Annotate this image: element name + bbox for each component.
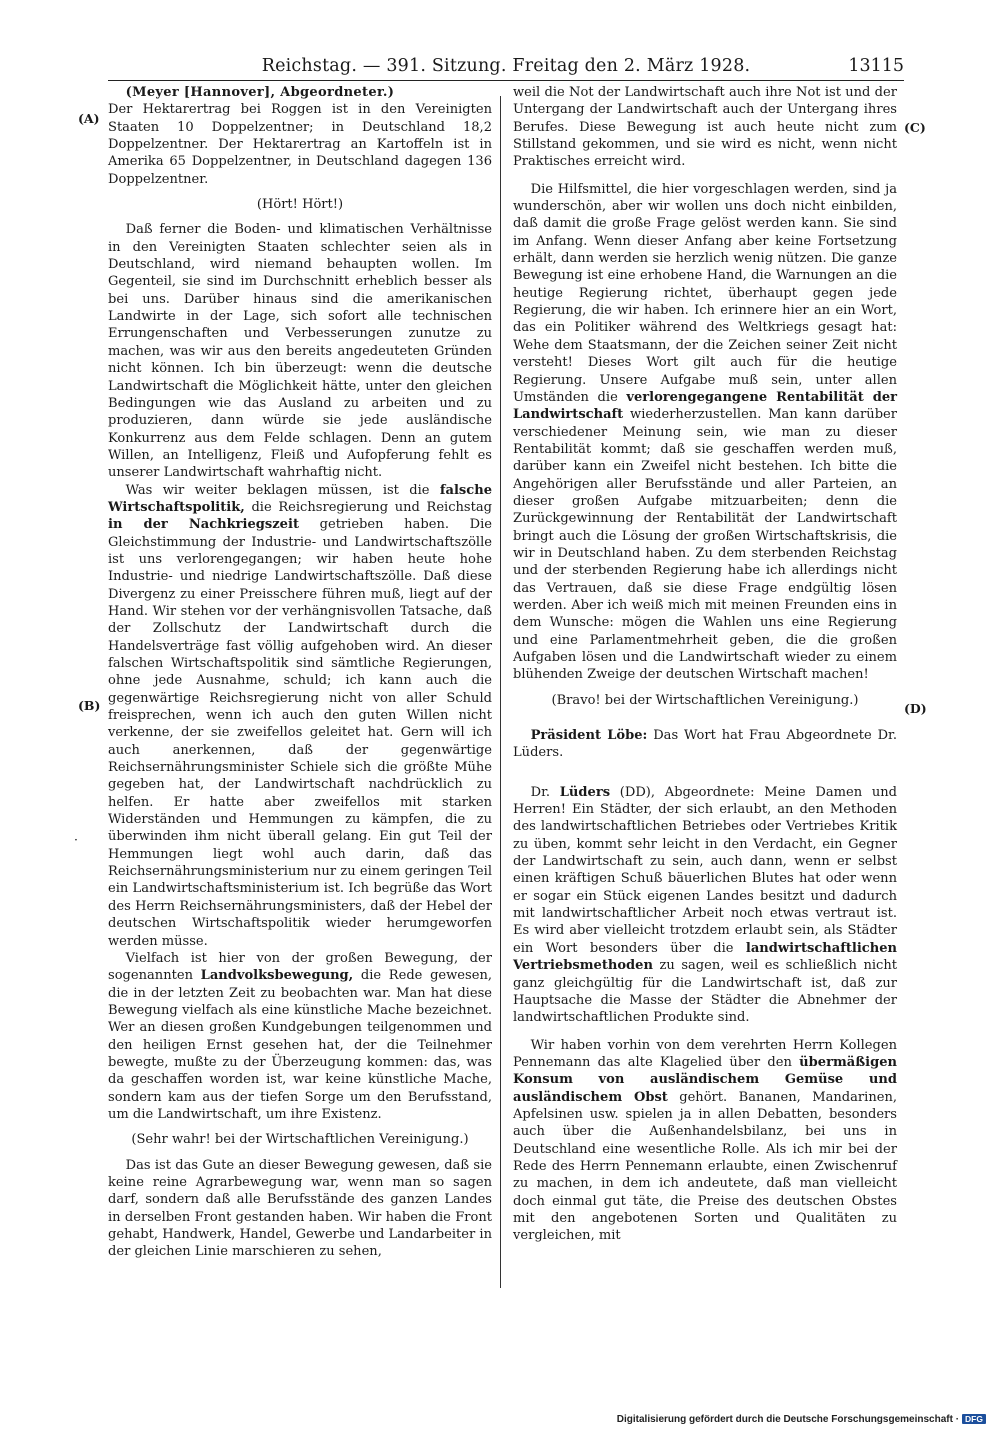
dfg-logo: DFG [962,1414,986,1424]
emphasis: Landvolksbewegung, [200,968,354,984]
running-title: Reichstag. — 391. Sitzung. Freitag den 2. März 1928. [261,56,751,76]
speaker-name: Lüders [559,784,611,800]
left-column [108,84,492,1261]
speaker-tag-meyer: (Meyer [Hannover], Abgeordneter.) [125,85,395,100]
emphasis: landwirtschaftlichen Vertriebsmethoden [513,940,897,974]
margin-marker-d: (D) [904,701,927,716]
header-rule [108,80,904,81]
margin-stray-mark: · [74,832,78,847]
interjection: (Bravo! bei der Wirtschaftlichen Vereinigung.) [551,692,859,708]
interjection: (Hört! Hört!) [256,197,344,213]
emphasis: in der Nachkriegszeit [108,517,299,533]
emphasis: verlorengegangene Rentabilität der Landwirtschaft [513,389,897,423]
paragraph: Wir haben vorhin von dem verehrten Herrn Kollegen Pennemann das alte Klagelied über den übermäßigen Konsum von ausländischem Gemüse und ausländischem Obst gehört. Bananen, Mandarinen, Apfelsinen usw. spielen ja in allen Debatten, besonders auch über die Außenhandelsbilanz, bei uns in Deutschland eine wesentliche Rolle. Als ich mir bei der Rede des Herrn Pennemann erlaubte, einen Zwischenruf zu machen, in dem ich andeutete, daß man vielleicht doch einmal gut täte, die Preise des deutschen Obstes mit den angebotenen Sorten und Qualitäten zu vergleichen, mit [513,1037,897,1244]
footer-credit: Digitalisierung gefördert durch die Deutsche Forschungsgemeinschaft · DFG [617,1414,986,1425]
column-divider [500,96,501,1288]
margin-marker-c: (C) [904,120,926,135]
page-number: 13115 [848,56,904,76]
paragraph: Das ist das Gute an dieser Bewegung gewesen, daß sie keine reine Agrarbewegung war, wenn man so sagen darf, sondern daß alle Berufsstände des ganzen Landes in derselben Front gestanden haben. Wir haben die Front gehabt, Handwerk, Handel, Gewerbe und Landarbeiter in der gleichen Linie marschieren zu sehen, [108,1157,492,1260]
president-statement: Präsident Löbe: Das Wort hat Frau Abgeordnete Dr. Lüders. [513,728,897,761]
paragraph: Was wir weiter beklagen müssen, ist die falsche Wirtschaftspolitik, die Reichsregierung und Reichstag in der Nachkriegszeit getrieben haben. Die Gleichstimmung der Industrie- und Landwirtschaftszölle ist uns verlorengegangen; wir haben heute hohe Industrie- und niedrige Landwirtschaftszölle. Daß diese Divergenz zu einer Preisschere führen muß, liegt auf der Hand. Wir stehen vor der verhängnisvollen Tatsache, daß der Zollschutz der Landwirtschaft durch die Handelsverträge fast völlig aufgehoben wird. An dieser falschen Wirtschaftspolitik sind sämtliche Regierungen, ohne jede Ausnahme, schuld; ich kann auch die gegenwärtige Reichsregierung nicht von aller Schuld freisprechen, wenn ich auch den guten Willen nicht verkenne, der sie zweifellos geleitet hat. Gern will ich auch anerkennen, daß der gegenwärtige Reichsernährungsminister Schiele sich die größte Mühe gegeben hat, der Landwirtschaft nachdrücklich zu helfen. Er hatte aber zweifellos mit starken Widerständen und Hemmungen zu kämpfen, die zu überwinden ihm nicht überall gelang. Ein gut Teil der Hemmungen liegt wohl auch darin, daß das Reichsernährungsministerium nur zu einem geringen Teil ein Landwirtschaftsministerium ist. Ich begrüße das Wort des Herrn Reichsernährungsministers, daß der Hebel der deutschen Wirtschaftspolitik wieder herumgeworfen werden müsse. [108,482,492,949]
interjection: (Sehr wahr! bei der Wirtschaftlichen Vereinigung.) [131,1132,469,1148]
emphasis: übermäßigen Konsum von ausländischem Gemüse und ausländischem Obst [513,1054,897,1105]
margin-marker-b: (B) [78,698,101,713]
paragraph: Der Hektarertrag bei Roggen ist in den Vereinigten Staaten 10 Doppelzentner; in Deutschland 18,2 Doppelzentner. Der Hektarertrag an Kartoffeln ist in Amerika 65 Doppelzentner, in Deutschland dagegen 136 Doppelzentner. [108,102,492,187]
emphasis: falsche Wirtschaftspolitik, [108,482,492,515]
right-column [513,84,897,1245]
president-name: Präsident Löbe: [530,728,648,744]
paragraph: Vielfach ist hier von der großen Bewegung, der sogenannten Landvolksbewegung, die Rede gewesen, die in der letzten Zeit zu beobachten war. Man hat diese Bewegung vielfach als eine künstliche Mache bezeichnet. Wer an diesen großen Kundgebungen teilgenommen und den heiligen Ernst gesehen hat, der die Teilnehmer bewegte, mußte zu der Überzeugung kommen: das, was da geschaffen worden ist, war keine künstliche Mache, sondern kam aus der tiefen Sorge um den Berufsstand, um die Landwirtschaft, um ihre Existenz. [108,950,492,1122]
paragraph: Die Hilfsmittel, die hier vorgeschlagen werden, sind ja wunderschön, aber wir wollen uns doch nicht einbilden, daß damit die große Frage gelöst werden kann. Sie sind im Anfang. Wenn dieser Anfang aber keine Fortsetzung erhält, dann werden sie herzlich wenig nützen. Die ganze Bewegung ist eine erhobene Hand, die Warnungen an die heutige Regierung richtet, überhaupt gegen jede Regierung, die wir haben. Ich erinnere hier an ein Wort, das ein Politiker während des Weltkriegs gesagt hat: Wehe dem Staatsmann, der die Zeichen seiner Zeit nicht versteht! Dieses Wort gilt auch für die heutige Regierung. Unsere Aufgabe muß sein, unter allen Umständen die verlorengegangene Rentabilität der Landwirtschaft wiederherzustellen. Man kann darüber verschiedener Meinung sein, wie man zu dieser Rentabilität kommt; daß sie geschaffen werden muß, darüber kann ein Zweifel nicht bestehen. Ich bitte die Angehörigen aller Berufsstände und aller Parteien, an dieser großen Aufgabe mitzuarbeiten; denn die Zurückgewinnung der Rentabilität der Landwirtschaft bringt auch die Lösung der großen Wirtschaftskrisis, die wir in Deutschland haben. Zu dem sterbenden Reichstag und der sterbenden Regierung habe ich allerdings nicht das Vertrauen, daß sie diese Frage endgültig lösen werden. Aber ich weiß mich mit meinen Freunden eins in dem Wunsche: mögen die Wahlen uns eine Regierung und eine Parlamentmehrheit geben, die die großen Aufgaben lösen und die Landwirtschaft wieder zu einem blühenden Zweige der deutschen Wirtschaft machen! [513,181,897,683]
margin-marker-a: (A) [78,111,100,126]
paragraph: weil die Not der Landwirtschaft auch ihre Not ist und der Untergang der Landwirtschaft auch der Untergang ihres Berufes. Diese Bewegung ist auch heute nicht zum Stillstand gekommen, und sie wird es nicht, wenn nicht Praktisches erreicht wird. [513,85,897,170]
speech-lueders: Dr. Lüders (DD), Abgeordnete: Meine Damen und Herren! Ein Städter, der sich erlaubt, an den Methoden des landwirtschaftlichen Betriebes oder Vertriebes Kritik zu üben, kommt sehr leicht in den Verdacht, ein Gegner der Landwirtschaft zu sein, auch dann, wenn er selbst einen kräftigen Schuß bäuerlichen Blutes hat oder wenn er sogar ein Stück eigenen Landes besitzt und dadurch mit landwirtschaftlicher Arbeit noch etwas vertraut ist. Es wird aber vielleicht trotzdem erlaubt sein, als Städter ein Wort besonders über die landwirtschaftlichen Vertriebsmethoden zu sagen, weil es schließlich nicht ganz gleichgültig für die Landwirtschaft ist, daß zur Hauptsache die Masse der Städter die Abnehmer der landwirtschaftlichen Produkte sind. [513,784,897,1026]
paragraph: Daß ferner die Boden- und klimatischen Verhältnisse in den Vereinigten Staaten schlechter seien als in Deutschland, wird niemand behaupten wollen. Im Gegenteil, sie sind im Durchschnitt erheblich besser als bei uns. Darüber hinaus sind die amerikanischen Landwirte in der Lage, sich sofort alle technischen Errungenschaften und Verbesserungen zunutze zu machen, was wir aus den bereits angedeuteten Gründen nicht können. Ich bin überzeugt: wenn die deutsche Landwirtschaft die Möglichkeit hätte, unter den gleichen Bedingungen wie das Ausland zu arbeiten und zu produzieren, dann würde sie jede ausländische Konkurrenz aus dem Felde schlagen. Denn an gutem Willen, an Intelligenz, Fleiß und Aufopferung fehlt es unserer Landwirtschaft wahrhaftig nicht. [108,222,492,481]
